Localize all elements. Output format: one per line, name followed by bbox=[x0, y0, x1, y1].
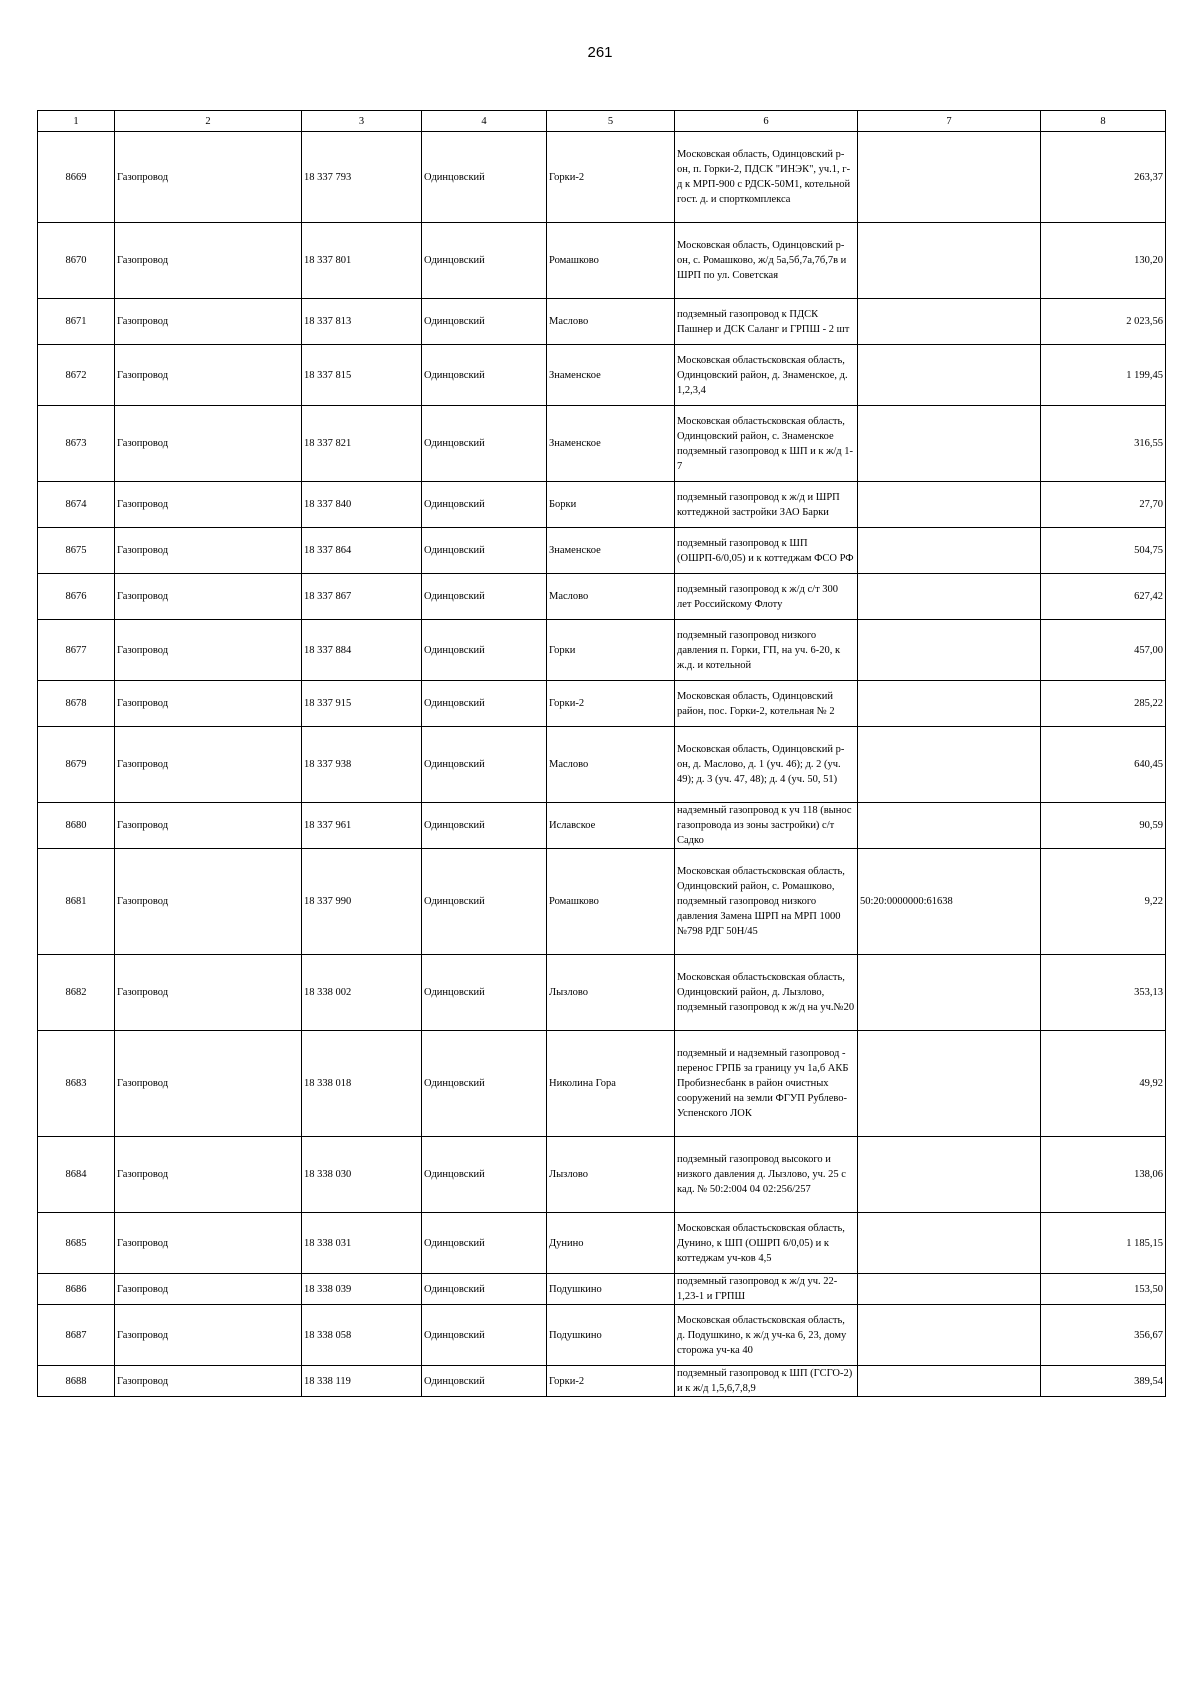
table-row bbox=[38, 681, 1166, 727]
cell-settlement: Знаменское bbox=[547, 528, 675, 574]
cell-district: Одинцовский bbox=[422, 1366, 547, 1397]
cell-cadastral-number bbox=[858, 482, 1041, 528]
cell-length: 130,20 bbox=[1041, 223, 1166, 299]
cell-district: Одинцовский bbox=[422, 1031, 547, 1137]
cell-inventory-number: 18 337 961 bbox=[302, 803, 422, 849]
cell-settlement: Горки-2 bbox=[547, 1366, 675, 1397]
cell-inventory-number: 18 338 031 bbox=[302, 1213, 422, 1274]
cell-address: подземный газопровод к ПДСК Пашнер и ДСК Саланг и ГРПШ - 2 шт bbox=[675, 299, 858, 345]
cell-settlement: Лызлово bbox=[547, 955, 675, 1031]
cell-cadastral-number bbox=[858, 528, 1041, 574]
table-row bbox=[38, 528, 1166, 574]
cell-length: 504,75 bbox=[1041, 528, 1166, 574]
table-row bbox=[38, 849, 1166, 955]
cell-address: подземный газопровод к ж/д уч. 22-1,23-1 и ГРПШ bbox=[675, 1274, 858, 1305]
cell-object-type: Газопровод bbox=[115, 803, 302, 849]
cell-inventory-number: 18 337 813 bbox=[302, 299, 422, 345]
cell-cadastral-number bbox=[858, 223, 1041, 299]
cell-inventory-number: 18 337 793 bbox=[302, 132, 422, 223]
cell-length: 356,67 bbox=[1041, 1305, 1166, 1366]
table-row bbox=[38, 406, 1166, 482]
cell-object-type: Газопровод bbox=[115, 849, 302, 955]
cell-cadastral-number bbox=[858, 1213, 1041, 1274]
cell-cadastral-number bbox=[858, 1366, 1041, 1397]
cell-number: 8670 bbox=[38, 223, 115, 299]
cell-inventory-number: 18 337 864 bbox=[302, 528, 422, 574]
cell-inventory-number: 18 338 039 bbox=[302, 1274, 422, 1305]
cell-object-type: Газопровод bbox=[115, 1274, 302, 1305]
cell-number: 8671 bbox=[38, 299, 115, 345]
cell-settlement: Горки-2 bbox=[547, 681, 675, 727]
cell-address: Московская областьсковская область, Одинцовский район, с. Знаменское подземный газопровод к ШП и к ж/д 1-7 bbox=[675, 406, 858, 482]
cell-number: 8672 bbox=[38, 345, 115, 406]
cell-address: подземный газопровод низкого давления п. Горки, ГП, на уч. 6-20, к ж.д. и котельной bbox=[675, 620, 858, 681]
cell-cadastral-number bbox=[858, 574, 1041, 620]
cell-address: Московская область, Одинцовский р-он, с. Ромашково, ж/д 5а,5б,7а,7б,7в и ШРП по ул. Советская bbox=[675, 223, 858, 299]
cell-settlement: Подушкино bbox=[547, 1274, 675, 1305]
cell-inventory-number: 18 337 821 bbox=[302, 406, 422, 482]
cell-object-type: Газопровод bbox=[115, 406, 302, 482]
cell-settlement: Ромашково bbox=[547, 223, 675, 299]
cell-object-type: Газопровод bbox=[115, 223, 302, 299]
cell-address: Московская областьсковская область, Одинцовский район, с. Ромашково, подземный газопровод низкого давления Замена ШРП на МРП 1000 №798 РДГ 50Н/45 bbox=[675, 849, 858, 955]
cell-number: 8679 bbox=[38, 727, 115, 803]
table-row bbox=[38, 803, 1166, 849]
cell-object-type: Газопровод bbox=[115, 132, 302, 223]
cell-object-type: Газопровод bbox=[115, 528, 302, 574]
column-header: 3 bbox=[302, 111, 422, 132]
cell-address: Московская областьсковская область, Одинцовский район, д. Знаменское, д. 1,2,3,4 bbox=[675, 345, 858, 406]
table-row bbox=[38, 1213, 1166, 1274]
table-row bbox=[38, 299, 1166, 345]
cell-district: Одинцовский bbox=[422, 132, 547, 223]
cell-object-type: Газопровод bbox=[115, 727, 302, 803]
column-header: 4 bbox=[422, 111, 547, 132]
cell-number: 8678 bbox=[38, 681, 115, 727]
cell-settlement: Борки bbox=[547, 482, 675, 528]
cell-cadastral-number bbox=[858, 1305, 1041, 1366]
cell-length: 640,45 bbox=[1041, 727, 1166, 803]
cell-object-type: Газопровод bbox=[115, 681, 302, 727]
registry-table bbox=[37, 110, 1166, 1397]
cell-district: Одинцовский bbox=[422, 345, 547, 406]
cell-district: Одинцовский bbox=[422, 955, 547, 1031]
cell-district: Одинцовский bbox=[422, 727, 547, 803]
cell-inventory-number: 18 337 801 bbox=[302, 223, 422, 299]
cell-address: Московская областьсковская область, Дунино, к ШП (ОШРП 6/0,05) и к коттеджам уч-ков 4,5 bbox=[675, 1213, 858, 1274]
cell-length: 1 185,15 bbox=[1041, 1213, 1166, 1274]
cell-district: Одинцовский bbox=[422, 574, 547, 620]
cell-number: 8685 bbox=[38, 1213, 115, 1274]
cell-object-type: Газопровод bbox=[115, 955, 302, 1031]
cell-settlement: Лызлово bbox=[547, 1137, 675, 1213]
cell-address: Московская область, Одинцовский р-он, п. Горки-2, ПДСК "ИНЭК", уч.1, г-д к МРП-900 с РДСК-50М1, котельной гост. д. и спорткомплекса bbox=[675, 132, 858, 223]
table-row bbox=[38, 482, 1166, 528]
cell-cadastral-number bbox=[858, 681, 1041, 727]
cell-cadastral-number bbox=[858, 727, 1041, 803]
cell-inventory-number: 18 338 058 bbox=[302, 1305, 422, 1366]
cell-district: Одинцовский bbox=[422, 223, 547, 299]
cell-object-type: Газопровод bbox=[115, 1305, 302, 1366]
cell-settlement: Николина Гора bbox=[547, 1031, 675, 1137]
column-header: 6 bbox=[675, 111, 858, 132]
cell-number: 8683 bbox=[38, 1031, 115, 1137]
cell-district: Одинцовский bbox=[422, 482, 547, 528]
cell-number: 8688 bbox=[38, 1366, 115, 1397]
cell-number: 8676 bbox=[38, 574, 115, 620]
cell-district: Одинцовский bbox=[422, 528, 547, 574]
page-number: 261 bbox=[587, 44, 613, 61]
table-row bbox=[38, 1366, 1166, 1397]
cell-length: 138,06 bbox=[1041, 1137, 1166, 1213]
cell-length: 353,13 bbox=[1041, 955, 1166, 1031]
cell-district: Одинцовский bbox=[422, 620, 547, 681]
table-row bbox=[38, 955, 1166, 1031]
cell-address: подземный газопровод к ШП (ГСГО-2) и к ж/д 1,5,6,7,8,9 bbox=[675, 1366, 858, 1397]
cell-settlement: Ромашково bbox=[547, 849, 675, 955]
table-header-row bbox=[38, 111, 1166, 132]
cell-inventory-number: 18 337 815 bbox=[302, 345, 422, 406]
cell-number: 8684 bbox=[38, 1137, 115, 1213]
cell-length: 153,50 bbox=[1041, 1274, 1166, 1305]
cell-district: Одинцовский bbox=[422, 849, 547, 955]
cell-address: подземный газопровод к ж/д с/т 300 лет Российскому Флоту bbox=[675, 574, 858, 620]
cell-number: 8687 bbox=[38, 1305, 115, 1366]
cell-number: 8686 bbox=[38, 1274, 115, 1305]
cell-inventory-number: 18 337 840 bbox=[302, 482, 422, 528]
cell-length: 49,92 bbox=[1041, 1031, 1166, 1137]
cell-length: 27,70 bbox=[1041, 482, 1166, 528]
cell-settlement: Иславское bbox=[547, 803, 675, 849]
table-row bbox=[38, 1031, 1166, 1137]
cell-length: 316,55 bbox=[1041, 406, 1166, 482]
cell-inventory-number: 18 338 002 bbox=[302, 955, 422, 1031]
cell-inventory-number: 18 338 030 bbox=[302, 1137, 422, 1213]
cell-object-type: Газопровод bbox=[115, 1137, 302, 1213]
cell-number: 8674 bbox=[38, 482, 115, 528]
cell-settlement: Горки bbox=[547, 620, 675, 681]
cell-number: 8669 bbox=[38, 132, 115, 223]
cell-address: подземный газопровод к ж/д и ШРП коттеджной застройки ЗАО Барки bbox=[675, 482, 858, 528]
cell-cadastral-number bbox=[858, 1137, 1041, 1213]
cell-length: 627,42 bbox=[1041, 574, 1166, 620]
cell-district: Одинцовский bbox=[422, 406, 547, 482]
table-row bbox=[38, 1305, 1166, 1366]
cell-object-type: Газопровод bbox=[115, 482, 302, 528]
cell-number: 8675 bbox=[38, 528, 115, 574]
cell-number: 8682 bbox=[38, 955, 115, 1031]
cell-district: Одинцовский bbox=[422, 803, 547, 849]
cell-object-type: Газопровод bbox=[115, 1366, 302, 1397]
cell-district: Одинцовский bbox=[422, 299, 547, 345]
cell-length: 389,54 bbox=[1041, 1366, 1166, 1397]
cell-inventory-number: 18 338 119 bbox=[302, 1366, 422, 1397]
column-header: 8 bbox=[1041, 111, 1166, 132]
cell-address: надземный газопровод к уч 118 (вынос газопровода из зоны застройки) с/т Садко bbox=[675, 803, 858, 849]
table-row bbox=[38, 223, 1166, 299]
cell-address: подземный газопровод высокого и низкого давления д. Лызлово, уч. 25 с кад. № 50:2:004 04 02:256/257 bbox=[675, 1137, 858, 1213]
cell-address: Московская область, Одинцовский район, пос. Горки-2, котельная № 2 bbox=[675, 681, 858, 727]
cell-cadastral-number: 50:20:0000000:61638 bbox=[858, 849, 1041, 955]
cell-length: 263,37 bbox=[1041, 132, 1166, 223]
table-row bbox=[38, 1137, 1166, 1213]
cell-district: Одинцовский bbox=[422, 1213, 547, 1274]
cell-number: 8673 bbox=[38, 406, 115, 482]
cell-settlement: Дунино bbox=[547, 1213, 675, 1274]
cell-district: Одинцовский bbox=[422, 1305, 547, 1366]
cell-number: 8680 bbox=[38, 803, 115, 849]
cell-inventory-number: 18 337 884 bbox=[302, 620, 422, 681]
table-row bbox=[38, 574, 1166, 620]
cell-length: 2 023,56 bbox=[1041, 299, 1166, 345]
cell-cadastral-number bbox=[858, 132, 1041, 223]
cell-settlement: Маслово bbox=[547, 574, 675, 620]
column-header: 2 bbox=[115, 111, 302, 132]
cell-inventory-number: 18 337 938 bbox=[302, 727, 422, 803]
cell-object-type: Газопровод bbox=[115, 1031, 302, 1137]
cell-address: подземный газопровод к ШП (ОШРП-6/0,05) и к коттеджам ФСО РФ bbox=[675, 528, 858, 574]
cell-cadastral-number bbox=[858, 620, 1041, 681]
cell-address: подземный и надземный газопровод - перенос ГРПБ за границу уч 1а,б АКБ Пробизнесбанк в район очистных сооружений на земли ФГУП Рублево-Успенского ЛОК bbox=[675, 1031, 858, 1137]
cell-object-type: Газопровод bbox=[115, 574, 302, 620]
cell-cadastral-number bbox=[858, 1031, 1041, 1137]
cell-settlement: Маслово bbox=[547, 727, 675, 803]
table-row bbox=[38, 1274, 1166, 1305]
cell-inventory-number: 18 337 867 bbox=[302, 574, 422, 620]
table-row bbox=[38, 620, 1166, 681]
cell-length: 1 199,45 bbox=[1041, 345, 1166, 406]
cell-district: Одинцовский bbox=[422, 681, 547, 727]
column-header: 1 bbox=[38, 111, 115, 132]
column-header: 7 bbox=[858, 111, 1041, 132]
column-header: 5 bbox=[547, 111, 675, 132]
cell-number: 8677 bbox=[38, 620, 115, 681]
table-row bbox=[38, 345, 1166, 406]
cell-cadastral-number bbox=[858, 406, 1041, 482]
cell-cadastral-number bbox=[858, 803, 1041, 849]
cell-length: 457,00 bbox=[1041, 620, 1166, 681]
cell-length: 90,59 bbox=[1041, 803, 1166, 849]
cell-settlement: Маслово bbox=[547, 299, 675, 345]
cell-settlement: Горки-2 bbox=[547, 132, 675, 223]
cell-cadastral-number bbox=[858, 345, 1041, 406]
cell-settlement: Подушкино bbox=[547, 1305, 675, 1366]
cell-address: Московская областьсковская область, Одинцовский район, д. Лызлово, подземный газопровод к ж/д на уч.№20 bbox=[675, 955, 858, 1031]
table-row bbox=[38, 727, 1166, 803]
cell-object-type: Газопровод bbox=[115, 1213, 302, 1274]
cell-cadastral-number bbox=[858, 1274, 1041, 1305]
cell-address: Московская область, Одинцовский р-он, д. Маслово, д. 1 (уч. 46); д. 2 (уч. 49); д. 3 (уч. 47, 48); д. 4 (уч. 50, 51) bbox=[675, 727, 858, 803]
cell-object-type: Газопровод bbox=[115, 620, 302, 681]
cell-inventory-number: 18 337 915 bbox=[302, 681, 422, 727]
cell-object-type: Газопровод bbox=[115, 345, 302, 406]
cell-length: 9,22 bbox=[1041, 849, 1166, 955]
cell-district: Одинцовский bbox=[422, 1137, 547, 1213]
table-row bbox=[38, 132, 1166, 223]
cell-number: 8681 bbox=[38, 849, 115, 955]
cell-inventory-number: 18 337 990 bbox=[302, 849, 422, 955]
cell-settlement: Знаменское bbox=[547, 345, 675, 406]
cell-cadastral-number bbox=[858, 299, 1041, 345]
cell-inventory-number: 18 338 018 bbox=[302, 1031, 422, 1137]
cell-cadastral-number bbox=[858, 955, 1041, 1031]
cell-settlement: Знаменское bbox=[547, 406, 675, 482]
cell-length: 285,22 bbox=[1041, 681, 1166, 727]
cell-address: Московская областьсковская область, д. Подушкино, к ж/д уч-ка 6, 23, дому сторожа уч-ка 40 bbox=[675, 1305, 858, 1366]
cell-district: Одинцовский bbox=[422, 1274, 547, 1305]
cell-object-type: Газопровод bbox=[115, 299, 302, 345]
table-body bbox=[38, 132, 1166, 1397]
